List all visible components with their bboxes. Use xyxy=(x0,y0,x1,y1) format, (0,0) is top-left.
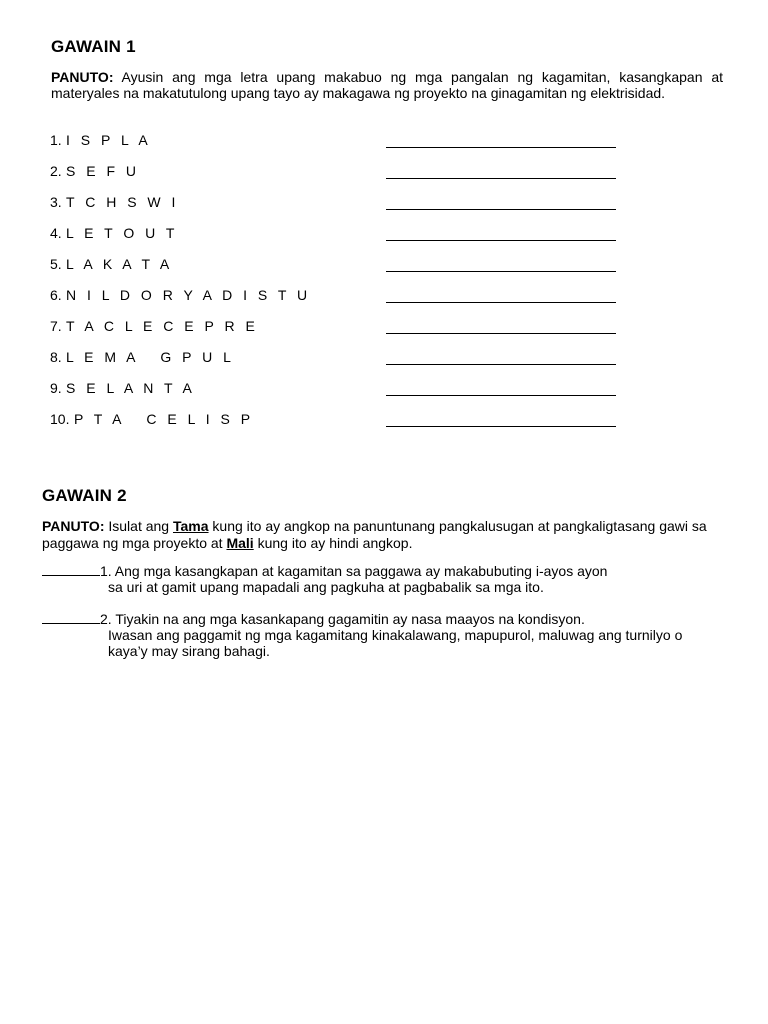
answer-line[interactable] xyxy=(386,271,616,272)
item-number: 9. xyxy=(50,380,62,396)
answer-line[interactable] xyxy=(386,426,616,427)
question-item xyxy=(42,563,732,595)
scrambled-word: S E L A N T A xyxy=(66,380,196,396)
item-number: 8. xyxy=(50,349,62,365)
scrambled-word: P T A C E L I S P xyxy=(74,411,254,427)
list-item xyxy=(50,347,630,367)
answer-line[interactable] xyxy=(386,209,616,210)
gawain1-instruction-text: Ayusin ang mga letra upang makabuo ng mga pangalan ng kagamitan, kasangkapan at materyales na makatutulong upang tayo ay makagawa ng proyekto na ginagamitan ng elektrisidad. xyxy=(51,69,723,101)
item-number: 1. xyxy=(50,132,62,148)
scrambled-word: L A K A T A xyxy=(66,256,173,272)
list-item xyxy=(50,285,630,305)
item-number: 4. xyxy=(50,225,62,241)
question-text: kaya’y may sirang bahagi. xyxy=(108,643,270,659)
answer-line[interactable] xyxy=(386,147,616,148)
answer-line[interactable] xyxy=(386,395,616,396)
answer-blank[interactable] xyxy=(42,563,100,576)
item-number: 2. xyxy=(50,163,62,179)
answer-line[interactable] xyxy=(386,178,616,179)
scrambled-word: L E M A G P U L xyxy=(66,349,235,365)
list-item xyxy=(50,254,630,274)
item-number: 5. xyxy=(50,256,62,272)
scrambled-word: I S P L A xyxy=(66,132,152,148)
list-item xyxy=(50,192,630,212)
item-number: 3. xyxy=(50,194,62,210)
gawain1-instruction-label: PANUTO: xyxy=(51,69,114,85)
answer-line[interactable] xyxy=(386,333,616,334)
question-text: Iwasan ang paggamit ng mga kagamitang kinakalawang, mapupurol, maluwag ang turnilyo o xyxy=(108,627,683,643)
list-item xyxy=(50,161,630,181)
list-item xyxy=(50,223,630,243)
list-item xyxy=(50,378,630,398)
question-text: 1. Ang mga kasangkapan at kagamitan sa paggawa ay makabubuting i-ayos ayon xyxy=(100,563,608,579)
tama-keyword: Tama xyxy=(172,518,209,534)
question-item xyxy=(42,611,732,659)
question-text: sa uri at gamit upang mapadali ang pagkuha at pagbabalik sa mga ito. xyxy=(108,579,544,595)
answer-line[interactable] xyxy=(386,240,616,241)
list-item xyxy=(50,409,630,429)
instruction-text: kung ito ay angkop na panuntunang pangkalusugan at pangkaligtasang gawi sa paggawa ng mga proyekto at xyxy=(42,518,707,551)
answer-line[interactable] xyxy=(386,302,616,303)
item-number: 10. xyxy=(50,411,70,427)
question-text: 2. Tiyakin na ang mga kasankapang gagamitin ay nasa maayos na kondisyon. xyxy=(100,611,585,627)
scrambled-word: S E F U xyxy=(66,163,140,179)
mali-keyword: Mali xyxy=(226,535,254,551)
gawain2-title: GAWAIN 2 xyxy=(42,486,127,505)
scrambled-word: T C H S W I xyxy=(66,194,179,210)
item-number: 7. xyxy=(50,318,62,334)
gawain2-instruction-label: PANUTO: xyxy=(42,518,105,534)
instruction-text: kung ito ay hindi angkop. xyxy=(253,535,413,551)
list-item xyxy=(50,316,630,336)
gawain1-title: GAWAIN 1 xyxy=(51,37,136,56)
answer-line[interactable] xyxy=(386,364,616,365)
gawain2-instruction xyxy=(42,518,728,552)
scrambled-word: L E T O U T xyxy=(66,225,178,241)
answer-blank[interactable] xyxy=(42,611,100,624)
scrambled-word: T A C L E C E P R E xyxy=(66,318,259,334)
gawain1-instruction xyxy=(51,69,723,101)
instruction-text: Isulat ang xyxy=(104,518,173,534)
scrambled-word: N I L D O R Y A D I S T U xyxy=(66,287,311,303)
item-number: 6. xyxy=(50,287,62,303)
list-item xyxy=(50,130,630,150)
